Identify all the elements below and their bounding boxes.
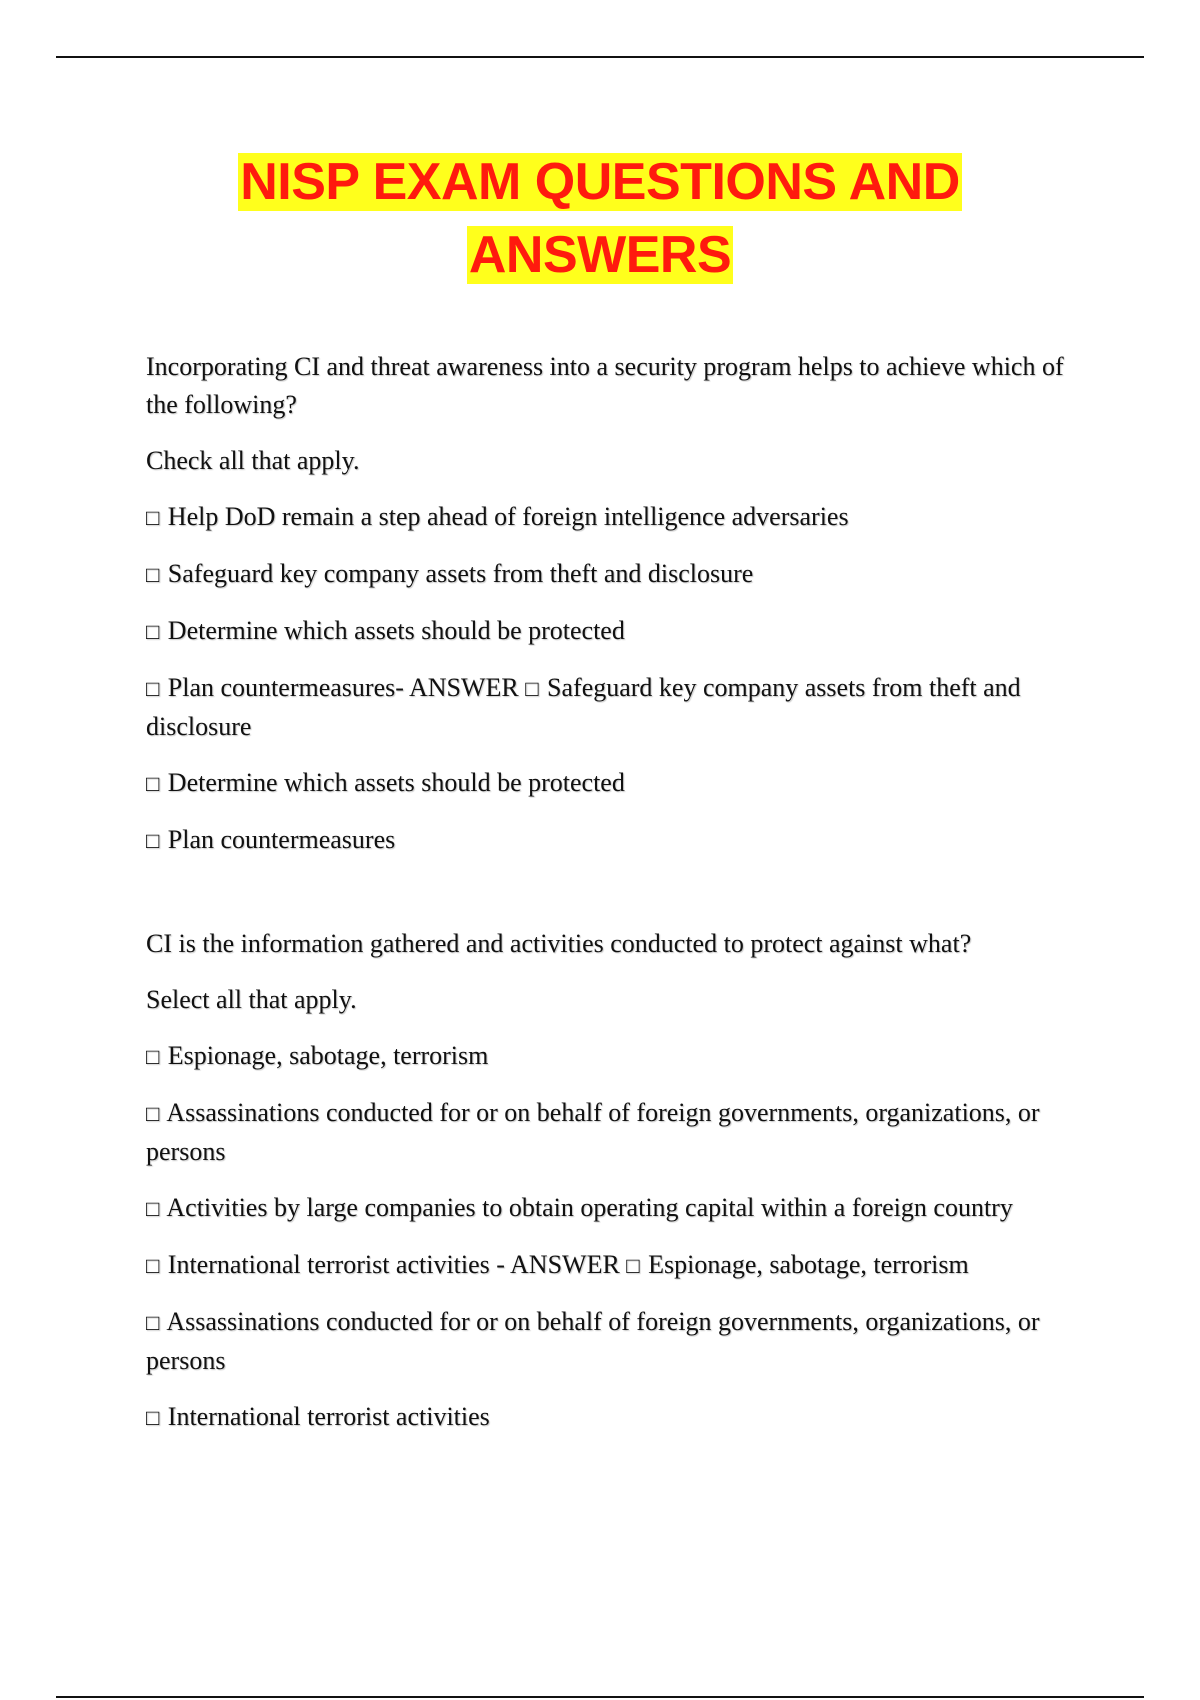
document-title — [0, 146, 1200, 292]
question-instruction: Select all that apply. — [146, 985, 357, 1014]
title-line-2: ANSWERS — [468, 226, 732, 284]
answer-label: International terrorist activities — [167, 1402, 490, 1431]
answer-label: Assassinations conducted for or on behalf of foreign governments, organizations, or persons — [146, 1307, 1040, 1375]
checkbox-icon: □ — [146, 771, 160, 796]
answer-label: Espionage, sabotage, terrorism — [648, 1250, 969, 1279]
question-instruction: Check all that apply. — [146, 446, 360, 475]
option-label: Espionage, sabotage, terrorism — [167, 1041, 489, 1070]
option-label: Assassinations conducted for or on behalf of foreign governments, organizations, or persons — [146, 1098, 1040, 1166]
checkbox-icon: □ — [146, 676, 160, 701]
option-label: Help DoD remain a step ahead of foreign intelligence adversaries — [167, 502, 849, 531]
title-line-1: NISP EXAM QUESTIONS AND — [240, 153, 960, 211]
question-block-1 — [146, 348, 1066, 878]
option-item — [146, 555, 1066, 594]
question-prompt: Incorporating CI and threat awareness into a security program helps to achieve which of the following? — [146, 352, 1064, 419]
question-block-2 — [146, 925, 1066, 1455]
checkbox-icon: □ — [146, 1253, 160, 1278]
answer-label: Safeguard key company assets from theft and disclosure — [146, 673, 1021, 741]
answer-label: Plan countermeasures — [167, 825, 396, 854]
option-label: Safeguard key company assets from theft and disclosure — [167, 559, 754, 588]
answer-item — [146, 1303, 1066, 1380]
checkbox-icon: □ — [146, 1196, 160, 1221]
option-label: International terrorist activities - ANSWER — [167, 1250, 627, 1279]
answer-label: Determine which assets should be protected — [167, 768, 625, 797]
option-label: Plan countermeasures- ANSWER — [167, 673, 519, 702]
bottom-rule — [56, 1696, 1144, 1698]
checkbox-icon: □ — [146, 619, 160, 644]
option-item — [146, 498, 1066, 537]
option-label: Activities by large companies to obtain operating capital within a foreign country — [166, 1193, 1013, 1222]
answer-line — [146, 1246, 1066, 1285]
answer-item — [146, 1398, 1066, 1437]
top-rule — [56, 56, 1144, 58]
question-prompt: CI is the information gathered and activities conducted to protect against what? — [146, 929, 972, 958]
checkbox-icon: □ — [146, 562, 160, 587]
checkbox-icon: □ — [146, 1405, 160, 1430]
checkbox-icon: □ — [525, 676, 539, 701]
checkbox-icon: □ — [146, 1101, 160, 1126]
option-item — [146, 1037, 1066, 1076]
answer-item — [146, 821, 1066, 860]
option-item — [146, 1189, 1066, 1228]
answer-line — [146, 669, 1066, 746]
option-label: Determine which assets should be protected — [167, 616, 625, 645]
checkbox-icon: □ — [146, 1044, 160, 1069]
option-item — [146, 612, 1066, 651]
answer-item — [146, 764, 1066, 803]
checkbox-icon: □ — [146, 1310, 160, 1335]
checkbox-icon: □ — [146, 505, 160, 530]
checkbox-icon: □ — [626, 1253, 640, 1278]
option-item — [146, 1094, 1066, 1171]
checkbox-icon: □ — [146, 828, 160, 853]
